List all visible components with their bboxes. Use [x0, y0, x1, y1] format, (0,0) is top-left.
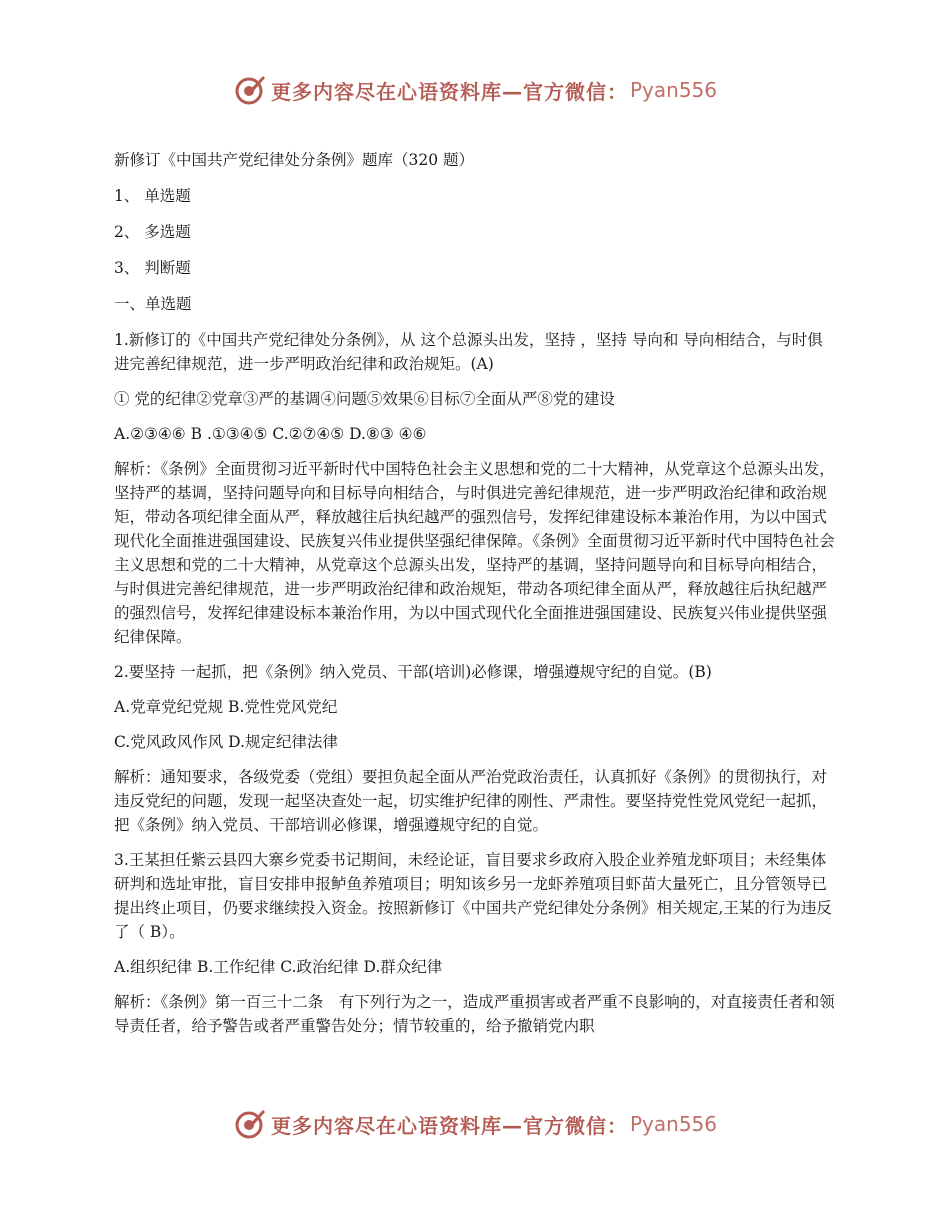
- q2-analysis: 解析：通知要求，各级党委（党组）要担负起全面从严治党政治责任，认真抓好《条例》的贯彻执行，对违反党纪的问题，发现一起坚决查处一起，切实维护纪律的刚性、严肃性。要坚持党性党风党纪一起抓，把《条例》纳入党员、干部培训必修课，增强遵规守纪的自觉。: [114, 768, 828, 834]
- banner-text: 更多内容尽在心语资料库—官方微信：: [270, 79, 628, 104]
- q3-options: A.组织纪律 B.工作纪律 C.政治纪律 D.群众纪律: [114, 958, 443, 976]
- section-heading: 一、单选题: [114, 295, 192, 313]
- q2-options-line2: C.党风政风作风 D.规定纪律法律: [114, 733, 338, 751]
- q1-question: 1.新修订的《中国共产党纪律处分条例》，从 这个总源头出发，坚持 ，坚持 导向和 导向相结合，与时俱进完善纪律规范，进一步严明政治纪律和政治规矩。(A): [114, 331, 823, 373]
- q3-analysis: 解析：《条例》第一百三十二条 有下列行为之一，造成严重损害或者严重不良影响的，对直接责任者和领导责任者，给予警告或者严重警告处分；情节较重的，给予撤销党内职: [114, 993, 835, 1035]
- banner-text: 更多内容尽在心语资料库—官方微信：: [270, 1113, 628, 1138]
- doc-title: 新修订《中国共产党纪律处分条例》题库（320 题）: [114, 151, 475, 169]
- document-body: [114, 148, 838, 1049]
- header-banner: [0, 70, 950, 110]
- toc-item-2: 2、 多选题: [114, 223, 191, 241]
- banner-wechat-id: Pyan556: [629, 1112, 717, 1136]
- q2-question: 2.要坚持 一起抓，把《条例》纳入党员、干部(培训)必修课，增强遵规守纪的自觉。(B): [114, 663, 712, 681]
- footer-banner: [0, 1104, 950, 1144]
- q1-analysis: 解析：《条例》全面贯彻习近平新时代中国特色社会主义思想和党的二十大精神，从党章这个总源头出发，坚持严的基调，坚持问题导向和目标导向相结合，与时俱进完善纪律规范，进一步严明政治纪律和政治规矩，带动各项纪律全面从严，释放越往后执纪越严的强烈信号，发挥纪律建设标本兼治作用，为以中国式现代化全面推进强国建设、民族复兴伟业提供坚强纪律保障。《条例》全面贯彻习近平新时代中国特色社会主义思想和党的二十大精神，从党章这个总源头出发，坚持严的基调，坚持问题导向和目标导向相结合，与时俱进完善纪律规范，进一步严明政治纪律和政治规矩，带动各项纪律全面从严，释放越往后执纪越严的强烈信号，发挥纪律建设标本兼治作用，为以中国式现代化全面推进强国建设、民族复兴伟业提供坚强纪律保障。: [114, 460, 835, 646]
- q3-question: 3.王某担任紫云县四大寨乡党委书记期间，未经论证，盲目要求乡政府入股企业养殖龙虾项目；未经集体研判和选址审批，盲目安排申报鲈鱼养殖项目；明知该乡另一龙虾养殖项目虾苗大量死亡，且分管领导已提出终止项目，仍要求继续投入资金。按照新修订《中国共产党纪律处分条例》相关规定,王某的行为违反了（ B）。: [114, 851, 832, 941]
- banner-wechat-id: Pyan556: [629, 78, 717, 102]
- toc-item-1: 1、 单选题: [114, 187, 191, 205]
- toc-item-3: 3、 判断题: [114, 259, 191, 277]
- quill-logo-icon: [233, 73, 267, 107]
- q2-options-line1: A.党章党纪党规 B.党性党风党纪: [114, 698, 338, 716]
- quill-logo-icon: [233, 1107, 267, 1141]
- q1-items: ① 党的纪律②党章③严的基调④问题⑤效果⑥目标⑦全面从严⑧党的建设: [114, 390, 615, 408]
- q1-options: A.②③④⑥ B .①③④⑤ C.②⑦④⑤ D.⑧③ ④⑥: [114, 425, 427, 443]
